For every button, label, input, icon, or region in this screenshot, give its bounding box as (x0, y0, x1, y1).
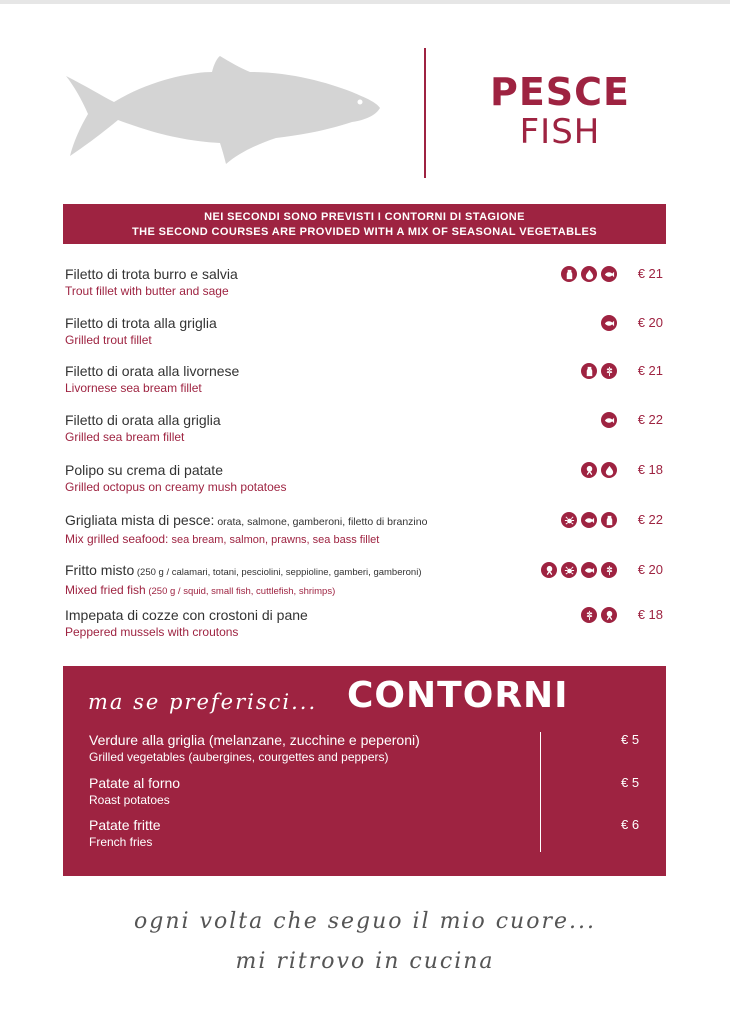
dish-price: € 20 (637, 562, 663, 577)
notice-line-it: NEI SECONDI SONO PREVISTI I CONTORNI DI STAGIONE (204, 211, 525, 223)
dish-detail-en: (250 g / squid, small fish, cuttlefish, shrimps) (145, 586, 336, 597)
dish-detail-en: sea bream, salmon, prawns, sea bass fillet (168, 534, 380, 546)
wheat-icon (601, 363, 617, 379)
allergen-icons (561, 266, 617, 282)
dish-item (65, 511, 665, 549)
milk-icon (561, 266, 577, 282)
fish-illustration-icon (62, 52, 384, 172)
side-dish-name: Patate al forno (89, 775, 181, 791)
dish-item (65, 561, 665, 600)
contorni-intro: ma se preferisci... (88, 690, 318, 714)
allergen-icons (581, 462, 617, 478)
dish-name: Grigliata mista di pesce: (65, 512, 215, 528)
dish-name-en: Grilled sea bream fillet (65, 430, 185, 444)
dish-item (65, 362, 665, 397)
footer-quote-line-1: ogni volta che seguo il mio cuore... (134, 909, 596, 934)
dish-price: € 18 (637, 607, 663, 622)
milk-drop-icon (601, 462, 617, 478)
side-dish-item (89, 774, 649, 808)
dish-name-en: Mixed fried fish (65, 583, 146, 597)
dish-name: Filetto di trota burro e salvia (65, 266, 238, 282)
side-dish-item (89, 731, 649, 765)
side-dish-price: € 5 (621, 732, 640, 747)
fish-icon (601, 412, 617, 428)
side-dish-price: € 5 (621, 775, 640, 790)
dish-price: € 21 (637, 266, 663, 281)
fish-icon (581, 562, 597, 578)
dish-price: € 22 (637, 412, 663, 427)
fish-icon (581, 512, 597, 528)
mollusc-icon (581, 462, 597, 478)
side-dish-item (89, 816, 649, 850)
mollusc-icon (541, 562, 557, 578)
allergen-icons (541, 562, 617, 578)
dish-item (65, 461, 665, 496)
milk-icon (581, 363, 597, 379)
footer-quote-line-2: mi ritrovo in cucina (235, 949, 495, 974)
dish-name-en: Mix grilled seafood: (65, 532, 169, 546)
fish-icon (601, 266, 617, 282)
dish-name: Filetto di orata alla griglia (65, 412, 221, 428)
dish-name: Filetto di trota alla griglia (65, 315, 217, 331)
dish-price: € 20 (637, 315, 663, 330)
dish-price: € 18 (637, 462, 663, 477)
seasonal-vegetables-notice (63, 204, 666, 244)
dish-name: Polipo su crema di patate (65, 462, 223, 478)
crustacean-icon (561, 562, 577, 578)
milk-icon (601, 512, 617, 528)
dish-name-en: Livornese sea bream fillet (65, 381, 202, 395)
allergen-icons (581, 363, 617, 379)
dish-name: Fritto misto (65, 562, 135, 578)
dish-name-en: Grilled trout fillet (65, 333, 152, 347)
side-dish-price: € 6 (621, 817, 640, 832)
page-subtitle: FISH (519, 112, 601, 152)
dish-name-en: Grilled octopus on creamy mush potatoes (65, 480, 287, 494)
page-title: PESCE (489, 70, 631, 114)
side-dish-name-en: French fries (89, 835, 153, 849)
dish-detail: orata, salmone, gamberoni, filetto di branzino (214, 516, 428, 528)
fish-icon (601, 315, 617, 331)
side-dish-name: Patate fritte (89, 817, 161, 833)
wheat-icon (581, 607, 597, 623)
allergen-icons (601, 315, 617, 331)
contorni-title: CONTORNI (347, 675, 569, 716)
allergen-icons (601, 412, 617, 428)
dish-item (65, 314, 665, 349)
side-dish-name: Verdure alla griglia (melanzane, zucchine e peperoni) (89, 732, 420, 748)
side-dish-name-en: Grilled vegetables (aubergines, courgettes and peppers) (89, 750, 389, 764)
notice-line-en: THE SECOND COURSES ARE PROVIDED WITH A MIX OF SEASONAL VEGETABLES (131, 226, 598, 238)
top-border (0, 0, 730, 4)
dish-name-en: Trout fillet with butter and sage (65, 284, 229, 298)
side-dish-name-en: Roast potatoes (89, 793, 170, 807)
header-divider (424, 48, 426, 178)
milk-drop-icon (581, 266, 597, 282)
allergen-icons (561, 512, 617, 528)
mollusc-icon (601, 607, 617, 623)
wheat-icon (601, 562, 617, 578)
contorni-section (63, 666, 666, 876)
dish-name: Impepata di cozze con crostoni di pane (65, 607, 308, 623)
dish-detail: (250 g / calamari, totani, pesciolini, seppioline, gamberi, gamberoni) (134, 567, 422, 578)
dish-name: Filetto di orata alla livornese (65, 363, 240, 379)
crustacean-icon (561, 512, 577, 528)
dish-price: € 22 (637, 512, 663, 527)
dish-price: € 21 (637, 363, 663, 378)
dish-item (65, 606, 665, 641)
dish-item (65, 411, 665, 446)
allergen-icons (581, 607, 617, 623)
dish-item (65, 265, 665, 300)
dish-name-en: Peppered mussels with croutons (65, 625, 239, 639)
